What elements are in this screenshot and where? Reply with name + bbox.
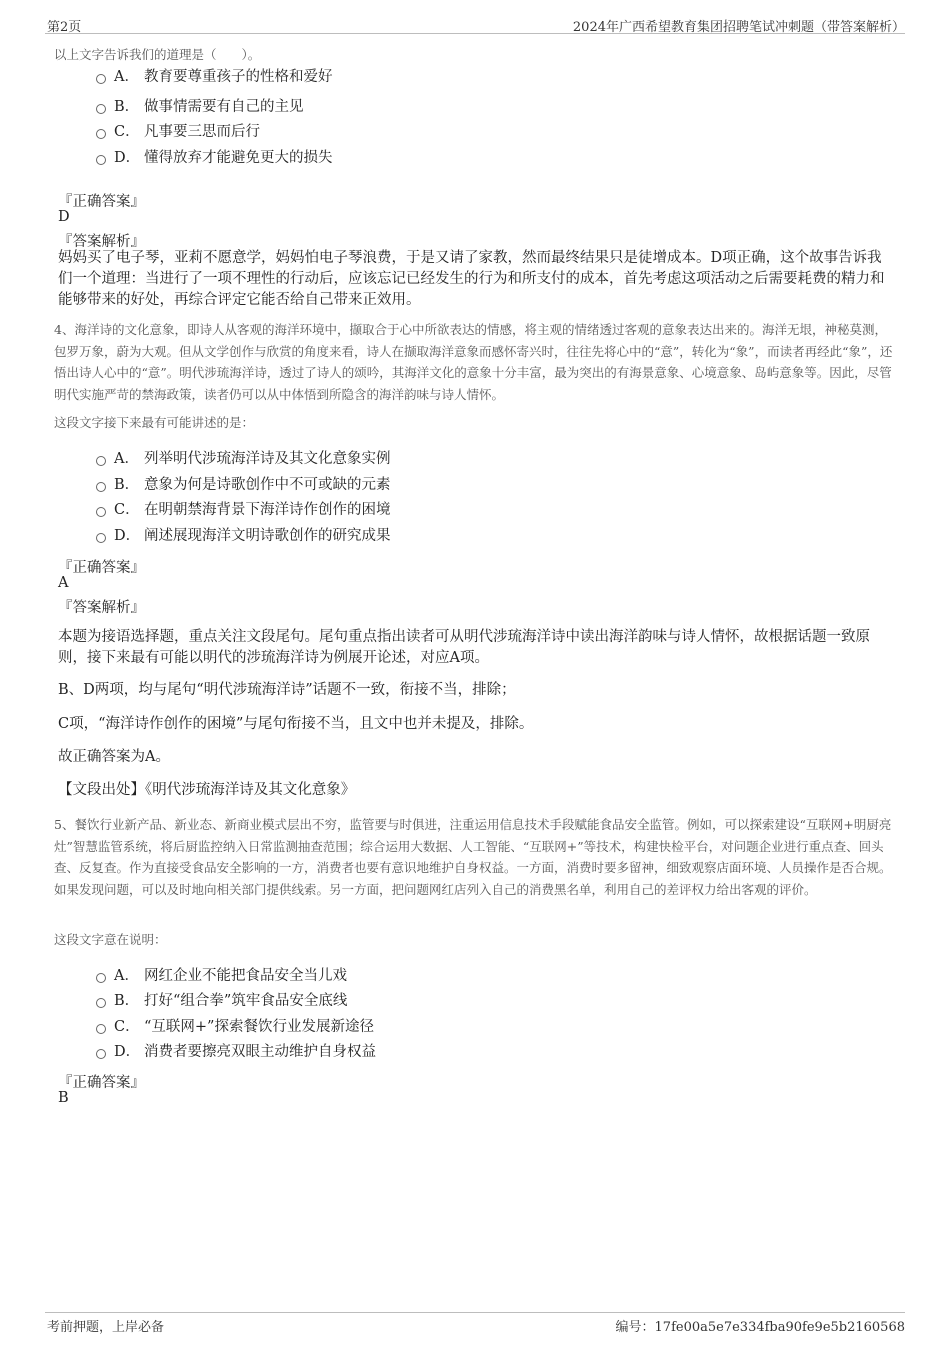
q5-option-d[interactable]: D． 消费者要擦亮双眼主动维护自身权益 [96,1042,376,1062]
q4-analysis-1: 本题为接语选择题，重点关注文段尾句。尾句重点指出读者可从明代涉琉海洋诗中读出海洋韵味与诗人情怀，故根据话题一致原则，接下来最有可能以明代的涉琉海洋诗为例展开论述，对应A项。 [58,629,870,666]
radio-icon[interactable] [96,973,106,983]
page-number: 第2页 [47,20,82,35]
q3-option-a[interactable]: A． 教育要尊重孩子的性格和爱好 [96,67,333,87]
q3-option-c[interactable]: C． 凡事要三思而后行 [96,122,260,142]
document-title: 2024年广西希望教育集团招聘笔试冲刺题（带答案解析） [572,20,905,35]
footer-slogan: 考前押题，上岸必备 [47,1320,165,1335]
q4-option-d[interactable]: D． 阐述展现海洋文明诗歌创作的研究成果 [96,526,391,546]
radio-icon[interactable] [96,129,106,139]
q4-prompt: 这段文字接下来最有可能讲述的是： [54,415,255,430]
q4-passage: 4、海洋诗的文化意象，即诗人从客观的海洋环境中，撷取合于心中所欲表达的情感，将主观的情绪透过客观的意象表达出来的。海洋无垠，神秘莫测，包罗万象，蔚为大观。但从文学创作与欣赏的角度来看，诗人在撷取海洋意象而感怀寄兴时，往往先将心中的“意”，转化为“象”，而读者再经此“象”，还悟出诗人心中的“意”。明代涉琉海洋诗，透过了诗人的颂吟，其海洋文化的意象十分丰富，最为突出的有海景意象、心境意象、岛屿意象等。因此，尽管明代实施严苛的禁海政策，读者仍可以从中体悟到所隐含的海洋韵味与诗人情怀。 [54,322,893,402]
radio-icon[interactable] [96,507,106,517]
q3-answer-label: 『正确答案』 [58,194,145,210]
q5-option-c[interactable]: C． “互联网+”探索餐饮行业发展新途径 [96,1017,374,1037]
page-header [45,16,905,34]
q3-answer: D [58,209,70,225]
radio-icon[interactable] [96,155,106,165]
radio-icon[interactable] [96,74,106,84]
q3-option-b[interactable]: B． 做事情需要有自己的主见 [96,97,304,117]
radio-icon[interactable] [96,998,106,1008]
q3-option-d[interactable]: D． 懂得放弃才能避免更大的损失 [96,148,333,168]
q4-option-b[interactable]: B． 意象为何是诗歌创作中不可或缺的元素 [96,475,391,495]
q5-option-b[interactable]: B． 打好“组合拳”筑牢食品安全底线 [96,991,347,1011]
q4-answer-label: 『正确答案』 [58,560,145,576]
q5-prompt: 这段文字意在说明： [54,932,167,947]
q4-source: 【文段出处】《明代涉琉海洋诗及其文化意象》 [58,782,356,798]
q4-option-a[interactable]: A． 列举明代涉琉海洋诗及其文化意象实例 [96,449,391,469]
q3-analysis-label: 『答案解析』 [58,234,145,250]
q3-prompt: 以上文字告诉我们的道理是（ ）。 [54,47,261,62]
q5-answer: B [58,1090,69,1106]
radio-icon[interactable] [96,456,106,466]
document-id: 编号：17fe00a5e7e334fba90fe9e5b2160568 [615,1320,905,1335]
radio-icon[interactable] [96,1024,106,1034]
q5-answer-label: 『正确答案』 [58,1075,145,1091]
q4-analysis-label: 『答案解析』 [58,600,145,616]
page-footer [45,1312,905,1335]
radio-icon[interactable] [96,533,106,543]
radio-icon[interactable] [96,104,106,114]
q3-analysis: 妈妈买了电子琴，亚莉不愿意学，妈妈怕电子琴浪费，于是又请了家教，然而最终结果只是徒增成本。D项正确，这个故事告诉我们一个道理：当进行了一项不理性的行动后，应该忘记已经发生的行为和所支付的成本，首先考虑这项活动之后需要耗费的精力和能够带来的好处，再综合评定它能否给自己带来正效用。 [58,250,885,308]
q5-option-a[interactable]: A． 网红企业不能把食品安全当儿戏 [96,966,347,986]
q4-analysis-2: B、D两项，均与尾句“明代涉琉海洋诗”话题不一致，衔接不当，排除； [58,682,516,698]
radio-icon[interactable] [96,482,106,492]
q4-option-c[interactable]: C． 在明朝禁海背景下海洋诗作创作的困境 [96,500,391,520]
q4-answer: A [58,575,69,591]
q5-passage: 5、餐饮行业新产品、新业态、新商业模式层出不穷，监管要与时俱进，注重运用信息技术手段赋能食品安全监管。例如，可以探索建设“互联网+明厨亮灶”智慧监管系统，将后厨监控纳入日常监测抽查范围；综合运用大数据、人工智能、“互联网+”等技术，构建快检平台，对问题企业进行重点查、回头查、反复查。作为直接受食品安全影响的一方，消费者也要有意识地维护自身权益。一方面，消费时要多留神，细致观察店面环境、人员操作是否合规。如果发现问题，可以及时地向相关部门提供线索。另一方面，把问题网红店列入自己的消费黑名单，利用自己的差评权力给出客观的评价。 [54,817,892,897]
q4-analysis-3: C项，“海洋诗作创作的困境”与尾句衔接不当，且文中也并未提及，排除。 [58,716,534,732]
q4-analysis-4: 故正确答案为A。 [58,749,170,765]
radio-icon[interactable] [96,1049,106,1059]
